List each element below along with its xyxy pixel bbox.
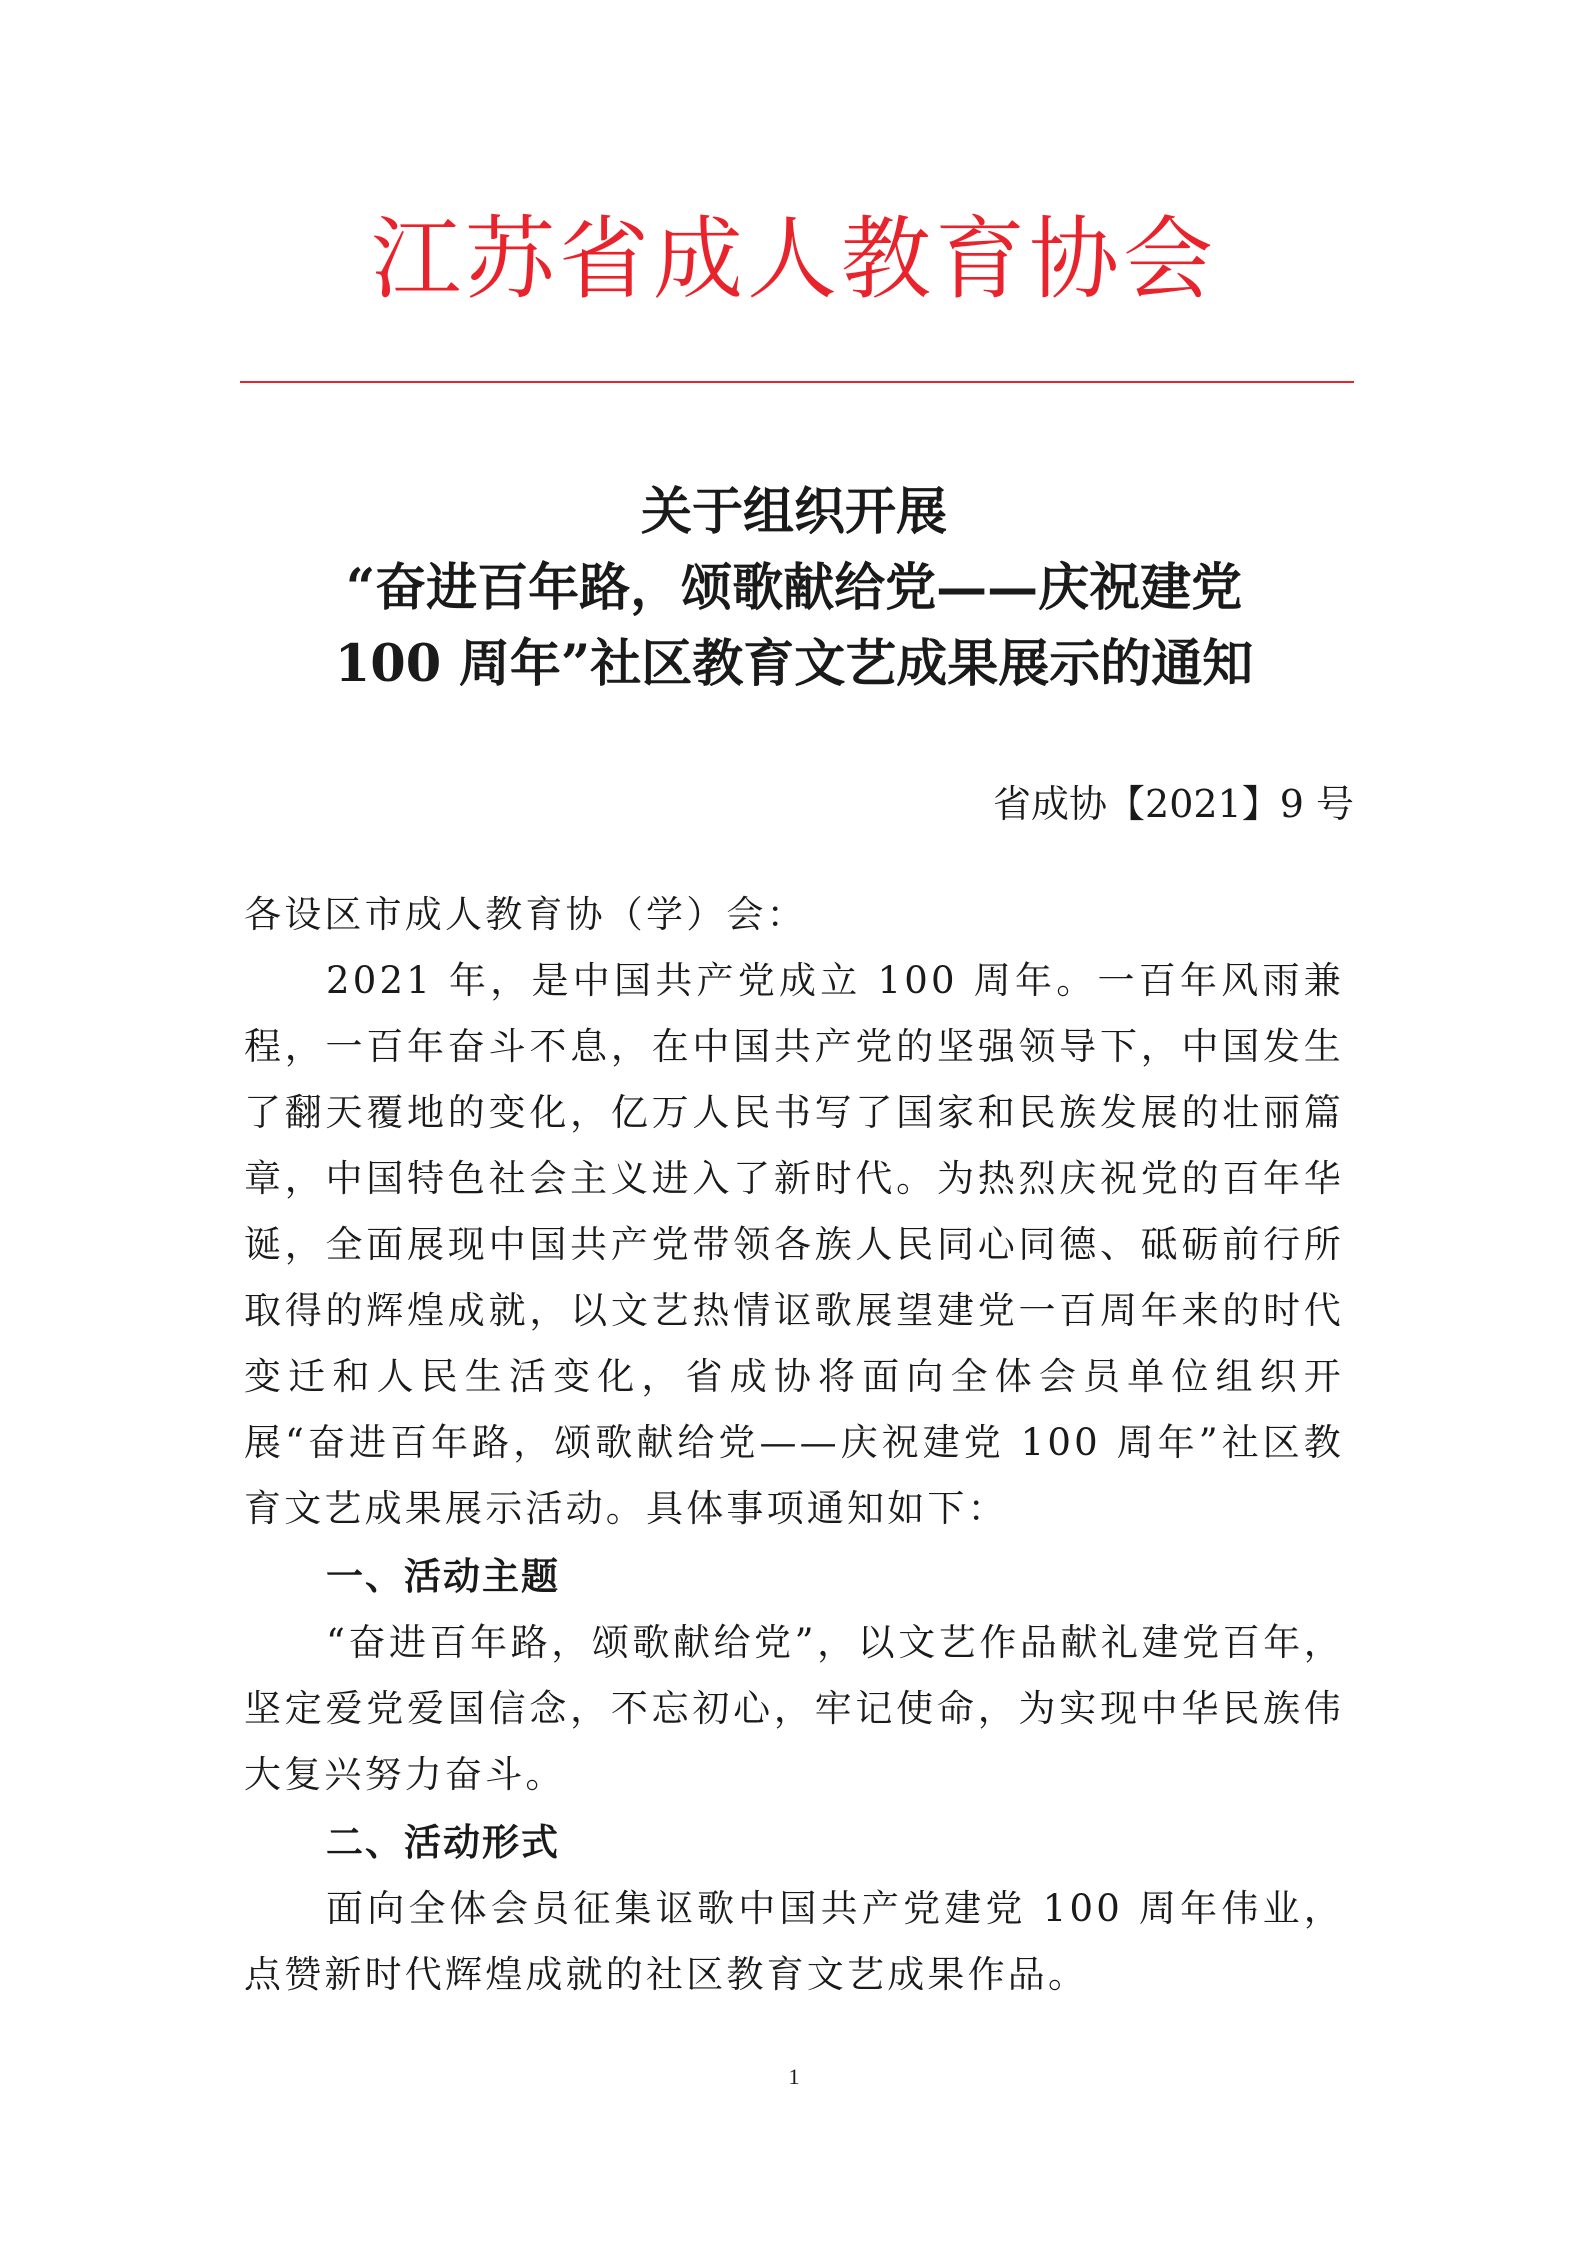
section-1-body: “奋进百年路，颂歌献给党”，以文艺作品献礼建党百年，坚定爱党爱国信念，不忘初心，牢记使命，为实现中华民族伟大复兴努力奋斗。 — [244, 1621, 1344, 1796]
title-line-1: 关于组织开展 — [640, 482, 947, 542]
title-line-3: 100 周年”社区教育文艺成果展示的通知 — [334, 634, 1254, 694]
intro-paragraph: 2021 年，是中国共产党成立 100 周年。一百年风雨兼程，一百年奋斗不息，在中国共产党的坚强领导下，中国发生了翻天覆地的变化，亿万人民书写了国家和民族发展的壮丽篇章，中国特色社会主义进入了新时代。为热烈庆祝党的百年华诞，全面展现中国共产党带领各族人民同心同德、砥砺前行所取得的辉煌成就，以文艺热情讴歌展望建党一百周年来的时代变迁和人民生活变化，省成协将面向全体会员单位组织开展“奋进百年路，颂歌献给党——庆祝建党 100 周年”社区教育文艺成果展示活动。具体事项通知如下： — [244, 959, 1344, 1530]
document-body — [244, 882, 1344, 2008]
red-divider-line — [240, 381, 1354, 383]
title-line-2: “奋进百年路，颂歌献给党——庆祝建党 — [345, 558, 1243, 618]
section-1-heading: 一、活动主题 — [326, 1555, 560, 1598]
document-number: 省成协【2021】9 号 — [993, 782, 1354, 826]
section-2-heading: 二、活动形式 — [326, 1821, 560, 1864]
document-title — [240, 474, 1348, 702]
org-masthead: 江苏省成人教育协会 — [371, 207, 1217, 312]
salutation: 各设区市成人教育协（学）会： — [244, 893, 807, 936]
section-2-body: 面向全体会员征集讴歌中国共产党建党 100 周年伟业，点赞新时代辉煌成就的社区教育文艺成果作品。 — [244, 1887, 1344, 1996]
page-number: 1 — [788, 2064, 800, 2089]
